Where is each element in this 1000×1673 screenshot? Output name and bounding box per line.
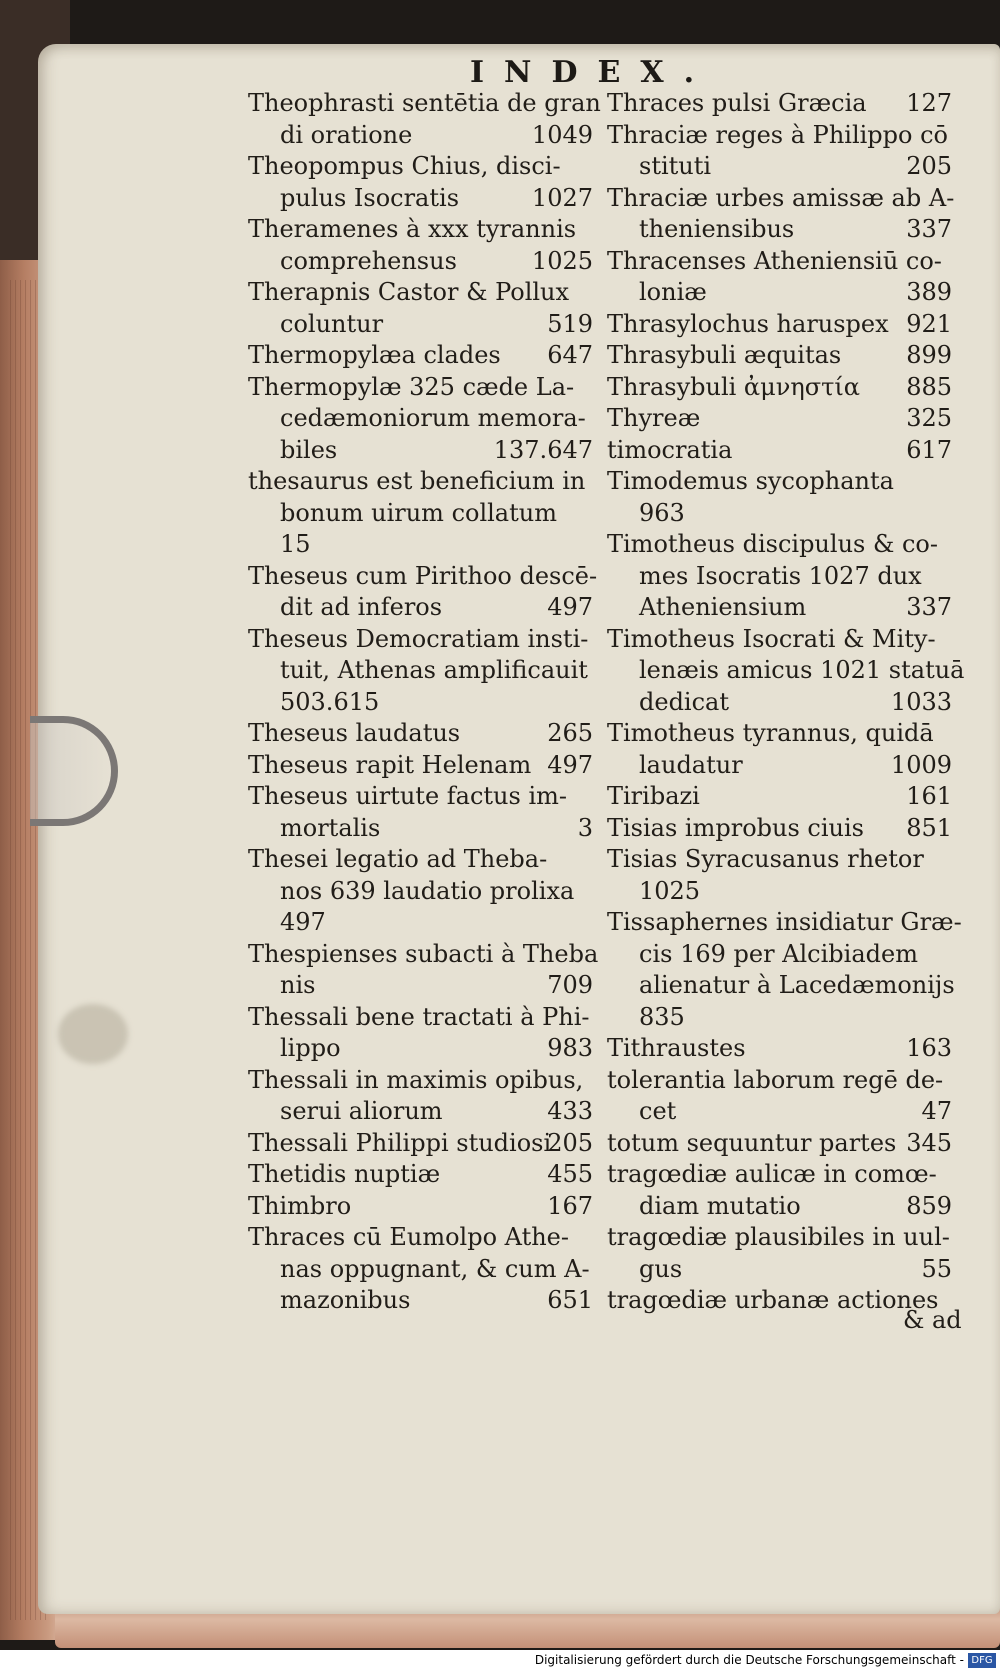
index-entry-line: [248, 813, 593, 845]
index-entry-line: [248, 277, 593, 309]
page-number: 455: [547, 1160, 593, 1188]
index-entry-line: [248, 939, 599, 971]
entry-text: Thrasybuli ἀμνηστία: [607, 372, 860, 401]
index-entry-line: [607, 687, 952, 719]
entry-text: dit ad inferos: [280, 593, 443, 621]
page-number: 3: [577, 813, 593, 842]
index-entry-line: [248, 1128, 593, 1160]
index-entry-line: [248, 151, 593, 183]
index-entry-line: [248, 561, 598, 593]
entry-text: Thetidis nuptiæ: [248, 1160, 441, 1188]
entry-text: Thyreæ: [607, 404, 701, 432]
index-entry-line: [607, 750, 952, 782]
footer-credit: Digitalisierung gefördert durch die Deutsche Forschungsgemeinschaft -: [534, 1653, 964, 1667]
page-number: 55: [921, 1254, 952, 1283]
index-entry-line: [607, 624, 952, 656]
index-entry-line: [248, 529, 593, 561]
entry-text: 503.615: [280, 687, 380, 716]
entry-text: Theseus laudatus: [248, 719, 461, 747]
entry-text: 15: [280, 530, 311, 558]
index-entry-line: [248, 655, 593, 687]
right-index-column: [607, 88, 965, 1317]
index-entry-line: [607, 1285, 952, 1317]
entry-text: cedæmoniorum memora-: [280, 404, 586, 432]
index-entry-line: [607, 151, 952, 183]
digitization-footer: [0, 1650, 1000, 1673]
entry-text: 497: [280, 908, 326, 936]
index-entry-line: [607, 1128, 952, 1160]
entry-text: Thrasylochus haruspex: [607, 309, 889, 338]
index-entry-line: [607, 718, 952, 750]
index-entry-line: [248, 88, 601, 120]
entry-text: Thraces pulsi Græcia: [607, 89, 867, 117]
entry-text: 963: [639, 498, 685, 527]
entry-text: cis 169 per Alcibiadem: [639, 939, 918, 968]
page-number: 651: [547, 1286, 593, 1314]
page-number: 851: [906, 813, 952, 842]
index-entry-line: [248, 844, 593, 876]
index-entry-line: [607, 1096, 952, 1128]
entry-text: tragœdiæ aulicæ in comœ-: [607, 1160, 937, 1188]
entry-text: Thraciæ urbes amissæ ab A-: [607, 183, 955, 212]
index-entry-line: [248, 750, 593, 782]
page-number: 497: [547, 750, 593, 779]
index-entry-line: [248, 498, 593, 530]
index-entry-line: [248, 372, 593, 404]
index-entry-line: [607, 970, 955, 1002]
page-number: 859: [906, 1191, 952, 1220]
entry-text: Theseus Democratiam insti-: [248, 624, 589, 653]
page-number: 337: [906, 593, 952, 621]
entry-text: totum sequuntur partes: [607, 1128, 897, 1157]
entry-text: Tiribazi: [607, 782, 700, 810]
index-entry-line: [607, 1065, 952, 1097]
entry-text: timocratia: [607, 435, 733, 464]
index-entry-line: [248, 340, 593, 372]
index-entry-line: [607, 1159, 952, 1191]
entry-text: Theseus uirtute factus im-: [248, 782, 567, 810]
entry-text: diam mutatio: [639, 1191, 801, 1220]
index-entry-line: [607, 246, 952, 278]
index-entry-line: [248, 120, 593, 152]
entry-text: Theramenes à xxx tyrannis: [248, 215, 577, 243]
index-entry-line: [607, 340, 952, 372]
entry-text: Timotheus Isocrati & Mity-: [607, 624, 936, 653]
stain: [58, 1004, 128, 1064]
index-entry-line: [607, 876, 952, 908]
running-head: INDEX.: [470, 55, 715, 90]
index-entry-line: [248, 466, 593, 498]
entry-text: 835: [639, 1002, 685, 1031]
index-entry-line: [248, 718, 593, 750]
page-number: 983: [547, 1034, 593, 1062]
entry-text: Thimbro: [248, 1191, 352, 1220]
index-entry-line: [607, 466, 952, 498]
page-number: 709: [547, 971, 593, 999]
entry-text: Thermopylæa clades: [248, 341, 501, 369]
page-number: 325: [906, 404, 952, 432]
index-entry-line: [248, 907, 593, 939]
entry-text: nas oppugnant, & cum A-: [280, 1254, 590, 1283]
index-entry-line: [248, 1033, 593, 1065]
index-entry-line: [607, 655, 965, 687]
index-entry-line: [607, 88, 952, 120]
index-entry-line: [607, 781, 952, 813]
entry-text: Thespienses subacti à Theba: [248, 939, 599, 968]
index-entry-line: [607, 1033, 952, 1065]
page-number: 1033: [890, 687, 952, 716]
entry-text: Theseus rapit Helenam: [248, 750, 532, 779]
index-entry-line: [607, 309, 952, 341]
page-number: 167: [547, 1191, 593, 1220]
entry-text: coluntur: [280, 309, 384, 338]
entry-text: Theophrasti sentētia de gran: [248, 89, 601, 117]
entry-text: mes Isocratis 1027 dux: [639, 561, 922, 590]
entry-text: Thermopylæ 325 cæde La-: [248, 372, 575, 401]
entry-text: comprehensus: [280, 246, 457, 275]
entry-text: nis: [280, 971, 316, 999]
page-number: 1049: [531, 120, 593, 149]
entry-text: Thracenses Atheniensiū co-: [607, 246, 942, 275]
page-number: 1027: [531, 183, 593, 212]
page-number: 433: [547, 1097, 593, 1125]
index-entry-line: [607, 120, 952, 152]
entry-text: Tisias Syracusanus rhetor: [607, 845, 924, 873]
index-entry-line: [607, 813, 952, 845]
entry-text: Thraciæ reges à Philippo cō: [607, 120, 949, 149]
index-entry-line: [248, 781, 593, 813]
entry-text: theniensibus: [639, 215, 795, 243]
index-entry-line: [248, 246, 593, 278]
left-index-column: [248, 88, 601, 1317]
entry-text: thesaurus est beneficium in: [248, 467, 586, 495]
page-number: 161: [906, 782, 952, 810]
entry-text: Thessali Philippi studiosi: [248, 1128, 552, 1157]
index-entry-line: [248, 1065, 593, 1097]
page-number: 1009: [890, 750, 952, 779]
page-number: 265: [547, 719, 593, 747]
page-number: 1025: [531, 246, 593, 275]
entry-text: alienatur à Lacedæmonijs: [639, 971, 955, 999]
index-entry-line: [607, 939, 952, 971]
entry-text: Atheniensium: [639, 593, 807, 621]
index-entry-line: [607, 592, 952, 624]
entry-text: tragœdiæ plausibiles in uul-: [607, 1223, 950, 1251]
index-entry-line: [248, 876, 593, 908]
index-entry-line: [248, 1285, 593, 1317]
index-entry-line: [248, 970, 593, 1002]
index-entry-line: [248, 214, 593, 246]
index-entry-line: [248, 1159, 593, 1191]
page-clip: [30, 716, 118, 826]
index-entry-line: [607, 277, 952, 309]
page-number: 205: [906, 152, 952, 180]
page-number: 345: [906, 1128, 952, 1157]
entry-text: Thrasybuli æquitas: [607, 341, 842, 369]
index-entry-line: [248, 1222, 593, 1254]
entry-text: 1025: [639, 876, 701, 905]
page-number: 647: [547, 341, 593, 369]
entry-text: Tisias improbus ciuis: [607, 813, 864, 842]
page-number: 519: [547, 309, 593, 338]
entry-text: serui aliorum: [280, 1097, 443, 1125]
page-number: 389: [906, 278, 952, 306]
page-number: 337: [906, 215, 952, 243]
page-number: 497: [547, 593, 593, 621]
index-entry-line: [248, 687, 593, 719]
index-entry-line: [248, 435, 593, 467]
entry-text: Timodemus sycophanta: [607, 467, 894, 495]
index-entry-line: [607, 183, 955, 215]
index-entry-line: [607, 1002, 952, 1034]
entry-text: lippo: [280, 1034, 341, 1062]
page-number: 163: [906, 1034, 952, 1062]
index-entry-line: [248, 592, 593, 624]
entry-text: Thraces cū Eumolpo Athe-: [248, 1223, 569, 1251]
entry-text: biles: [280, 435, 338, 464]
entry-text: Thessali bene tractati à Phi-: [248, 1002, 590, 1031]
index-entry-line: [607, 844, 952, 876]
entry-text: stituti: [639, 152, 712, 180]
index-entry-line: [248, 1096, 593, 1128]
index-entry-line: [248, 1254, 593, 1286]
entry-text: Thesei legatio ad Theba-: [248, 845, 548, 873]
page-number: 617: [906, 435, 952, 464]
page-number: 127: [906, 89, 952, 117]
entry-text: tuit, Athenas amplificauit: [280, 656, 588, 684]
index-entry-line: [607, 1222, 952, 1254]
entry-text: gus: [639, 1254, 683, 1283]
entry-text: Thessali in maximis opibus,: [248, 1065, 584, 1094]
entry-text: mazonibus: [280, 1286, 411, 1314]
entry-text: tragœdiæ urbanæ actiones: [607, 1286, 939, 1314]
index-entry-line: [607, 403, 952, 435]
index-entry-line: [607, 435, 952, 467]
index-entry-line: [248, 183, 593, 215]
entry-text: Tithraustes: [607, 1034, 746, 1062]
entry-text: cet: [639, 1097, 677, 1125]
page-number: 899: [906, 341, 952, 369]
entry-text: lenæis amicus 1021 statuā: [639, 656, 965, 684]
index-entry-line: [248, 403, 593, 435]
page-number: 921: [906, 309, 952, 338]
page-number: 137.647: [493, 435, 593, 464]
index-entry-line: [607, 214, 952, 246]
entry-text: Theseus cum Pirithoo descē-: [248, 561, 598, 590]
catchword: & ad: [903, 1306, 962, 1334]
index-entry-line: [607, 1191, 952, 1223]
entry-text: tolerantia laborum regē de-: [607, 1065, 944, 1094]
index-entry-line: [607, 372, 952, 404]
index-entry-line: [248, 624, 593, 656]
index-entry-line: [607, 529, 952, 561]
index-entry-line: [248, 309, 593, 341]
entry-text: nos 639 laudatio prolixa: [280, 876, 575, 905]
entry-text: Tissaphernes insidiatur Græ-: [607, 908, 962, 936]
entry-text: Timotheus tyrannus, quidā: [607, 719, 934, 747]
entry-text: Theopompus Chius, disci-: [248, 152, 561, 180]
dfg-logo: DFG: [968, 1653, 996, 1668]
entry-text: mortalis: [280, 813, 381, 842]
index-entry-line: [248, 1191, 593, 1223]
page-number: 47: [921, 1097, 952, 1125]
entry-text: dedicat: [639, 687, 729, 716]
entry-text: pulus Isocratis: [280, 183, 460, 212]
entry-text: loniæ: [639, 278, 707, 306]
index-entry-line: [607, 498, 952, 530]
entry-text: laudatur: [639, 750, 743, 779]
entry-text: bonum uirum collatum: [280, 498, 557, 527]
entry-text: Therapnis Castor & Pollux: [248, 278, 570, 306]
index-entry-line: [607, 907, 962, 939]
index-entry-line: [248, 1002, 593, 1034]
page-number: 885: [906, 372, 952, 401]
entry-text: Timotheus discipulus & co-: [607, 530, 938, 558]
page-number: 205: [547, 1128, 593, 1157]
index-entry-line: [607, 561, 952, 593]
index-entry-line: [607, 1254, 952, 1286]
entry-text: di oratione: [280, 120, 413, 149]
